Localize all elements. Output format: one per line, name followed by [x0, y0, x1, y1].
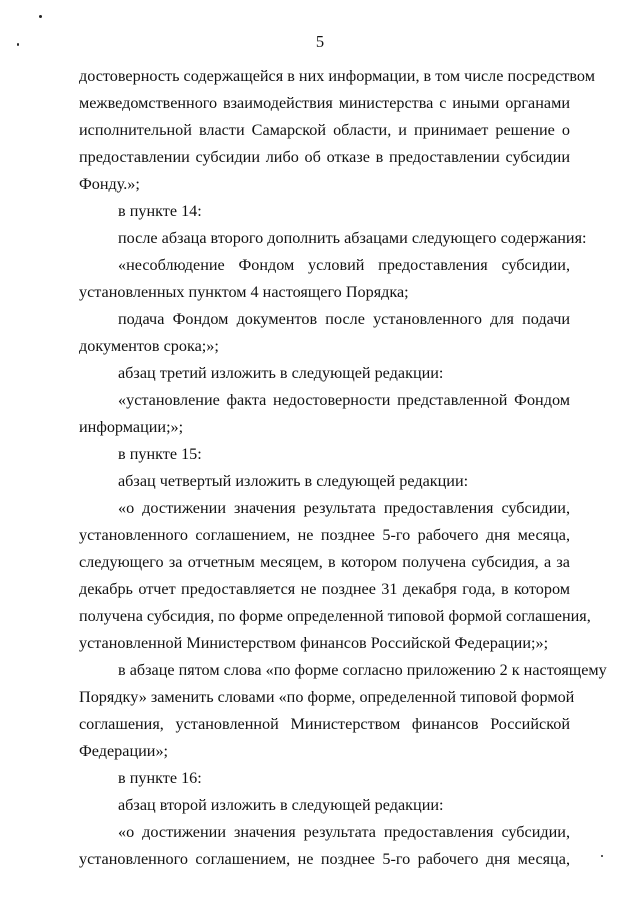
- text-line: установленного соглашением, не позднее 5-го рабочего дня месяца,: [79, 850, 570, 868]
- text-line: подача Фондом документов после установленного для подачи: [118, 310, 570, 328]
- text-line: следующего за отчетным месяцем, в котором получена субсидия, а за: [79, 553, 570, 571]
- text-line: межведомственного взаимодействия министерства с иными органами: [79, 94, 570, 112]
- text-line: «несоблюдение Фондом условий предоставления субсидии,: [118, 256, 570, 274]
- text-line: соглашения, установленной Министерством финансов Российской: [79, 715, 570, 733]
- text-line: Фонду.»;: [79, 175, 140, 193]
- text-line: в пункте 14:: [118, 202, 202, 220]
- text-line: абзац четвертый изложить в следующей редакции:: [118, 472, 469, 490]
- text-line: абзац второй изложить в следующей редакции:: [118, 796, 444, 814]
- text-line: в пункте 15:: [118, 445, 202, 463]
- text-line: установленных пунктом 4 настоящего Порядка;: [79, 283, 409, 301]
- text-line: «установление факта недостоверности представленной Фондом: [118, 391, 570, 409]
- text-line: установленного соглашением, не позднее 5-го рабочего дня месяца,: [79, 526, 570, 544]
- scan-speck-icon: [601, 855, 603, 857]
- text-line: достоверность содержащейся в них информации, в том числе посредством: [79, 67, 595, 85]
- text-line: после абзаца второго дополнить абзацами следующего содержания:: [118, 229, 587, 247]
- text-line: в пункте 16:: [118, 769, 202, 787]
- text-line: абзац третий изложить в следующей редакции:: [118, 364, 444, 382]
- text-line: предоставлении субсидии либо об отказе в предоставлении субсидии: [79, 148, 570, 166]
- page-number: 5: [315, 32, 325, 51]
- text-line: «о достижении значения результата предоставления субсидии,: [118, 499, 570, 517]
- text-line: декабрь отчет предоставляется не позднее 31 декабря года, в котором: [79, 580, 570, 598]
- text-line: Федерации»;: [79, 742, 169, 760]
- text-line: «о достижении значения результата предоставления субсидии,: [118, 823, 570, 841]
- text-line: Порядку» заменить словами «по форме, определенной типовой формой: [79, 688, 575, 706]
- text-line: документов срока;»;: [79, 337, 219, 355]
- text-line: в абзаце пятом слова «по форме согласно приложению 2 к настоящему: [118, 661, 607, 679]
- text-line: получена субсидия, по форме определенной типовой формой соглашения,: [79, 607, 591, 625]
- scan-speck-icon: [39, 15, 42, 18]
- text-line: установленной Министерством финансов Российской Федерации;»;: [79, 634, 549, 652]
- text-line: исполнительной власти Самарской области, и принимает решение о: [79, 121, 570, 139]
- text-line: информации;»;: [79, 418, 184, 436]
